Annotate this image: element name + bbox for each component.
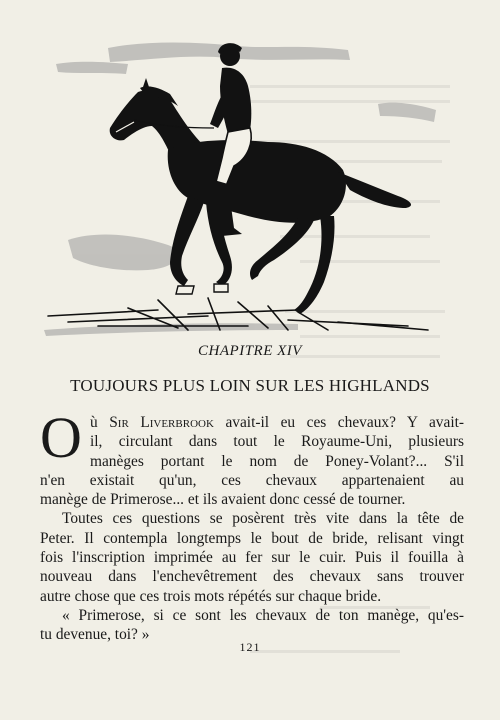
paragraph-2 — [40, 509, 464, 605]
text-line: il, circulant dans tout le Royaume-Uni, plusieurs — [90, 433, 464, 451]
text-line: nouveau dans l'enchevêtrement des chevaux sans trouver — [40, 568, 464, 586]
text-fragment: ù — [90, 414, 110, 431]
text-line: « Primerose, si ce sont les chevaux de ton manège, qu'es- — [62, 606, 464, 624]
text-line: tu devenue, toi? » — [40, 626, 150, 644]
drop-cap: O — [40, 405, 82, 470]
text-line — [40, 413, 464, 432]
text-line: Toutes ces questions se posèrent très vite dans la tête de — [62, 510, 464, 528]
text-line: autre chose que ces trois mots répétés sur chaque bride. — [40, 587, 382, 605]
text-line: manège de Primerose... et ils avaient donc cessé de tourner. — [40, 491, 406, 509]
page-number: 121 — [239, 640, 261, 654]
text-line: manèges portant le nom de Poney-Volant?... S'il — [90, 452, 464, 470]
chapter-number: CHAPITRE XIV — [198, 343, 302, 359]
body-text — [40, 405, 464, 645]
text-fragment: avait-il eu ces chevaux? Y avait- — [213, 414, 464, 431]
chapter-title: TOUJOURS PLUS LOIN SUR LES HIGHLANDS — [70, 376, 430, 395]
character-name: Sir Liverbrook — [109, 414, 214, 431]
text-line: fois l'inscription imprimée au fer sur le cuir. Puis il fouilla à — [40, 549, 464, 567]
paragraph-1 — [40, 405, 464, 509]
paragraph-3 — [40, 606, 464, 645]
horse-and-rider-icon — [38, 30, 438, 342]
text-line: Peter. Il contempla longtemps le bout de bride, relisant vingt — [40, 529, 464, 547]
text-line: n'en existait qu'un, ces chevaux appartenaient au — [40, 471, 464, 489]
